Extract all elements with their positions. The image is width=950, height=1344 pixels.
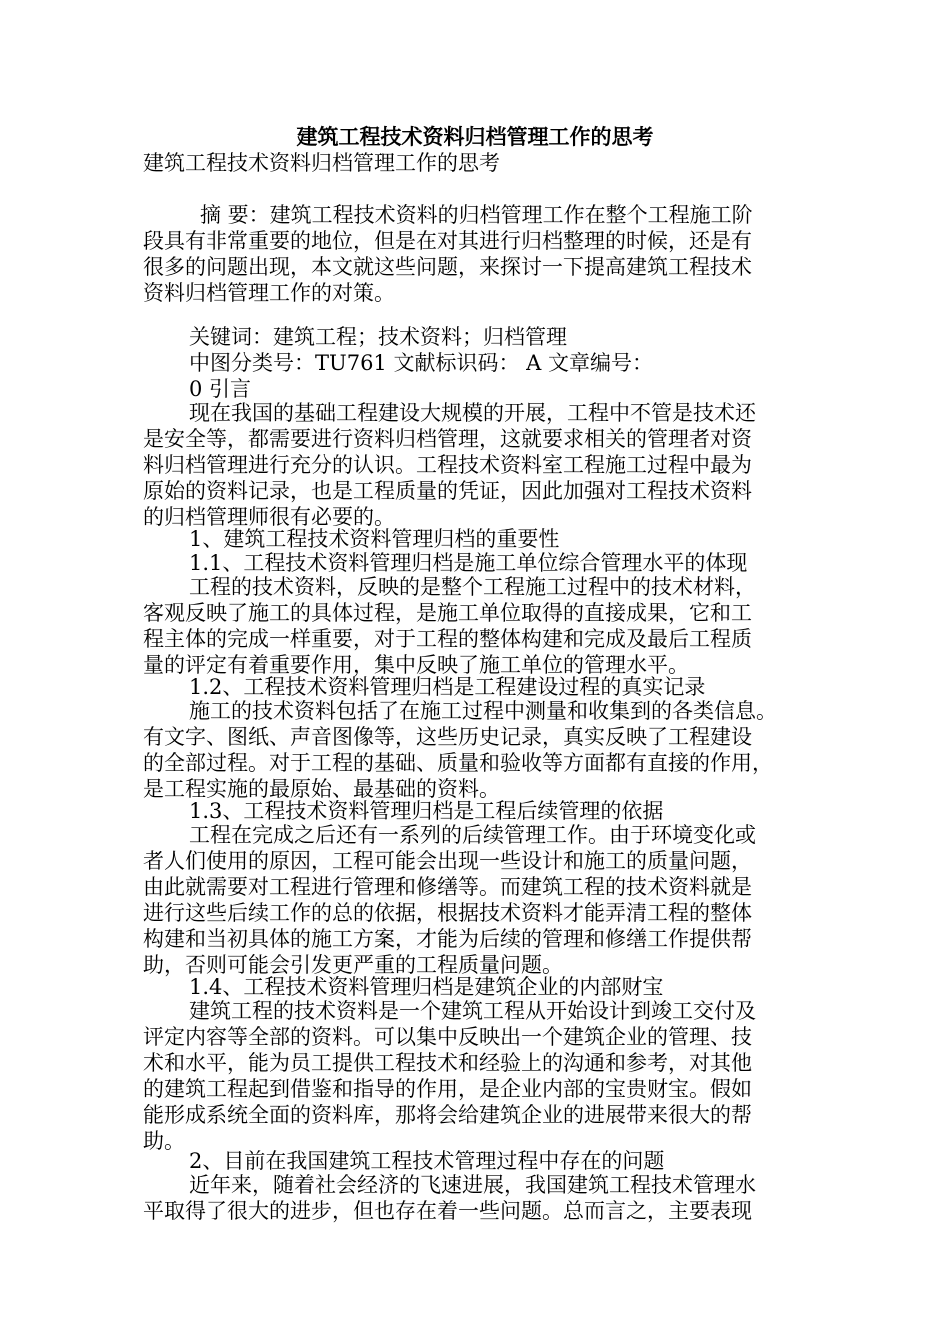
- body-line: 评定内容等全部的资料。可以集中反映出一个建筑企业的管理、技: [143, 1025, 752, 1049]
- body-line: 有文字、图纸、声音图像等，这些历史记录，真实反映了工程建设: [143, 725, 752, 749]
- section-heading: 2、目前在我国建筑工程技术管理过程中存在的问题: [189, 1149, 665, 1173]
- subsection-heading: 1.4、工程技术资料管理归档是建筑企业的内部财宝: [189, 975, 664, 999]
- body-line: 构建和当初具体的施工方案，才能为后续的管理和修缮工作提供帮: [143, 927, 752, 951]
- body-line: 的建筑工程起到借鉴和指导的作用，是企业内部的宝贵财宝。假如: [143, 1077, 752, 1101]
- body-line: 进行这些后续工作的总的依据，根据技术资料才能弄清工程的整体: [143, 901, 752, 925]
- classification-line: 中图分类号：TU761 文献标识码： A 文章编号：: [189, 351, 653, 375]
- body-line: 现在我国的基础工程建设大规模的开展，工程中不管是技术还: [189, 401, 756, 425]
- body-line: 是工程实施的最原始、最基础的资料。: [143, 777, 500, 801]
- document-title: 建筑工程技术资料归档管理工作的思考: [296, 124, 654, 149]
- body-line: 程主体的完成一样重要，对于工程的整体构建和完成及最后工程质: [143, 627, 752, 651]
- section-heading: 1、建筑工程技术资料管理归档的重要性: [189, 527, 560, 551]
- subtitle-line: 建筑工程技术资料归档管理工作的思考: [143, 151, 500, 175]
- body-line: 料归档管理进行充分的认识。工程技术资料室工程施工过程中最为: [143, 453, 752, 477]
- body-line: 能形成系统全面的资料库，那将会给建筑企业的进展带来很大的帮: [143, 1103, 752, 1127]
- abstract-line: 摘 要：建筑工程技术资料的归档管理工作在整个工程施工阶: [200, 203, 753, 227]
- body-line: 的全部过程。对于工程的基础、质量和验收等方面都有直接的作用，: [143, 751, 773, 775]
- body-line: 平取得了很大的进步，但也存在着一些问题。总而言之，主要表现: [143, 1199, 752, 1223]
- body-line: 原始的资料记录，也是工程质量的凭证，因此加强对工程技术资料: [143, 479, 752, 503]
- body-line: 的归档管理师很有必要的。: [143, 505, 395, 529]
- abstract-line: 很多的问题出现，本文就这些问题，来探讨一下提高建筑工程技术: [143, 255, 752, 279]
- body-line: 助，否则可能会引发更严重的工程质量问题。: [143, 953, 563, 977]
- keywords-line: 关键词：建筑工程；技术资料；归档管理: [189, 325, 567, 349]
- section-heading: 0 引言: [189, 377, 252, 401]
- abstract-line: 资料归档管理工作的对策。: [143, 281, 395, 305]
- body-line: 建筑工程的技术资料是一个建筑工程从开始设计到竣工交付及: [189, 999, 756, 1023]
- subsection-heading: 1.1、工程技术资料管理归档是施工单位综合管理水平的体现: [189, 551, 748, 575]
- body-line: 者人们使用的原因，工程可能会出现一些设计和施工的质量问题，: [143, 849, 752, 873]
- body-line: 术和水平，能为员工提供工程技术和经验上的沟通和参考，对其他: [143, 1051, 752, 1075]
- body-line: 客观反映了施工的具体过程，是施工单位取得的直接成果，它和工: [143, 601, 752, 625]
- abstract-line: 段具有非常重要的地位，但是在对其进行归档整理的时候，还是有: [143, 229, 752, 253]
- body-line: 由此就需要对工程进行管理和修缮等。而建筑工程的技术资料就是: [143, 875, 752, 899]
- body-line: 工程的技术资料，反映的是整个工程施工过程中的技术材料，: [189, 575, 756, 599]
- subsection-heading: 1.2、工程技术资料管理归档是工程建设过程的真实记录: [189, 675, 706, 699]
- body-line: 助。: [143, 1129, 185, 1153]
- subsection-heading: 1.3、工程技术资料管理归档是工程后续管理的依据: [189, 799, 664, 823]
- body-line: 工程在完成之后还有一系列的后续管理工作。由于环境变化或: [189, 823, 756, 847]
- body-line: 近年来，随着社会经济的飞速进展，我国建筑工程技术管理水: [189, 1173, 756, 1197]
- body-line: 是安全等，都需要进行资料归档管理，这就要求相关的管理者对资: [143, 427, 752, 451]
- body-line: 量的评定有着重要作用，集中反映了施工单位的管理水平。: [143, 653, 689, 677]
- body-line: 施工的技术资料包括了在施工过程中测量和收集到的各类信息。: [189, 699, 777, 723]
